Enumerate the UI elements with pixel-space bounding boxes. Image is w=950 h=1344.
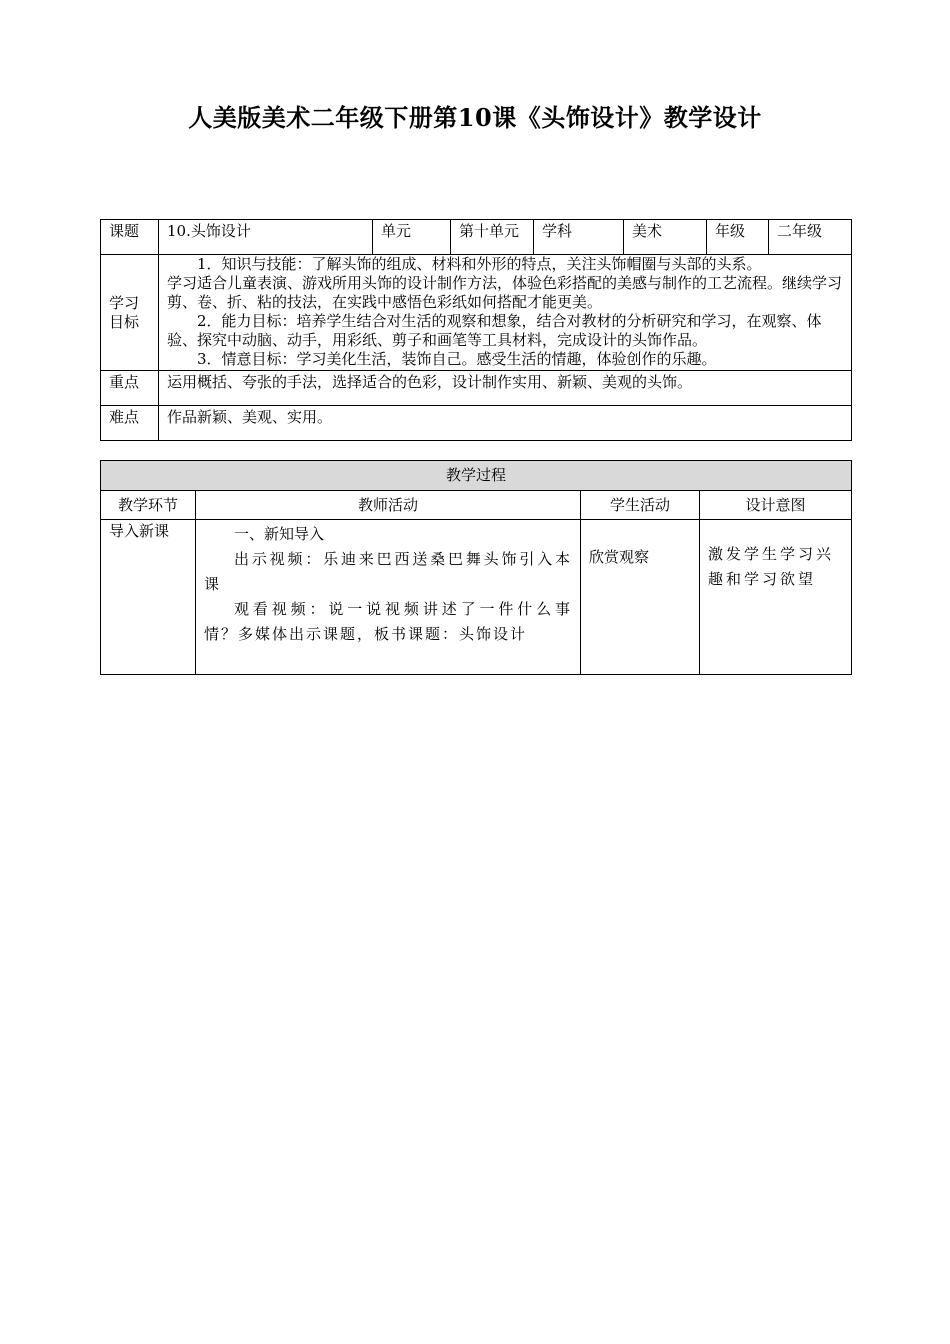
- goals-label-line-2: 目标: [109, 312, 140, 331]
- column-header-intent: 设计意图: [700, 491, 852, 520]
- difficulty-label: 难点: [101, 406, 159, 441]
- goals-content: [159, 255, 852, 371]
- goal-item: 3．情意目标：学习美化生活，装饰自己。感受生活的情趣，体验创作的乐趣。: [197, 350, 717, 368]
- table-row: [101, 520, 852, 675]
- column-header-teacher: 教师活动: [196, 491, 581, 520]
- teaching-process-table: [100, 460, 852, 675]
- column-header-student: 学生活动: [581, 491, 700, 520]
- topic-value: 10.头饰设计: [159, 220, 373, 255]
- unit-label: 单元: [373, 220, 451, 255]
- subject-label: 学科: [534, 220, 624, 255]
- goal-item: 学习适合儿童表演、游戏所用头饰的设计制作方法，体验色彩搭配的美感与制作的工艺流程。继续学习剪、卷、折、粘的技法，在实践中感悟色彩纸如何搭配才能更美。: [167, 274, 843, 311]
- key-point-label: 重点: [101, 371, 159, 406]
- goal-item: 2．能力目标：培养学生结合对生活的观察和想象，结合对教材的分析研究和学习，在观察、体验、探究中动脑、动手，用彩纸、剪子和画笔等工具材料，完成设计的头饰作品。: [167, 312, 822, 349]
- difficulty-value: 作品新颖、美观、实用。: [159, 406, 852, 441]
- teacher-activity-line: 出示视频：乐迪来巴西送桑巴舞头饰引入本课: [204, 550, 572, 593]
- design-intent-cell: 激发学生学习兴趣和学习欲望: [700, 520, 852, 675]
- goals-label-line-1: 学习: [109, 293, 140, 312]
- document-title: 人美版美术二年级下册第10课《头饰设计》教学设计: [188, 103, 762, 132]
- grade-label: 年级: [707, 220, 769, 255]
- unit-value: 第十单元: [451, 220, 534, 255]
- column-header-stage: 教学环节: [101, 491, 196, 520]
- grade-value: 二年级: [769, 220, 852, 255]
- key-point-value: 运用概括、夸张的手法，选择适合的色彩，设计制作实用、新颖、美观的头饰。: [159, 371, 852, 406]
- lesson-info-table: [100, 219, 852, 441]
- student-activity-cell: 欣赏观察: [581, 520, 700, 675]
- goal-item: 1．知识与技能：了解头饰的组成、材料和外形的特点，关注头饰帽圈与头部的头系。: [197, 255, 762, 273]
- teacher-activity-line: 一、新知导入: [234, 525, 325, 543]
- topic-label: 课题: [101, 220, 159, 255]
- teacher-activity-line: 观看视频：说一说视频讲述了一件什么事情？多媒体出示课题，板书课题：头饰设计: [204, 600, 572, 643]
- subject-value: 美术: [624, 220, 707, 255]
- teacher-activity-cell: [196, 520, 581, 675]
- stage-cell: 导入新课: [101, 520, 196, 675]
- process-header: 教学过程: [101, 461, 852, 491]
- goals-label: [101, 255, 159, 371]
